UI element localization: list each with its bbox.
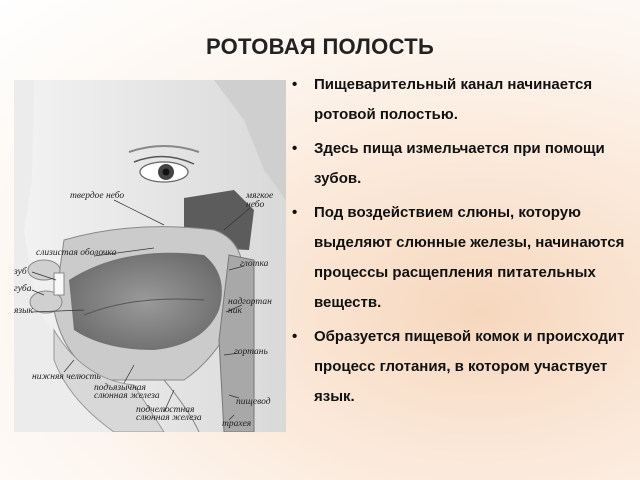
label-submandibular-2: слюнная железа <box>136 413 202 423</box>
bullet-dot-icon: • <box>292 76 298 93</box>
label-lower-jaw: нижняя челюсть <box>32 372 101 382</box>
label-epiglottis-1: надгортан <box>228 297 272 307</box>
bullet-text: Здесь пища измельчается при помощи зубов. <box>314 140 605 187</box>
label-soft-palate-2: небо <box>246 200 265 210</box>
label-lip: губа <box>14 284 32 294</box>
bullet-dot-icon: • <box>292 140 298 157</box>
bullet-dot-icon: • <box>292 328 298 345</box>
bullet-text: Под воздействием слюны, которую выделяют слюнные железы, начинаются процессы расщепления питательных веществ. <box>314 204 625 311</box>
label-epiglottis-2: ник <box>228 306 242 316</box>
slide-title: РОТОВАЯ ПОЛОСТЬ <box>205 34 435 59</box>
label-pharynx: глотка <box>240 259 269 269</box>
label-mucosa: слизистая оболочка <box>36 248 117 258</box>
label-sublingual-2: слюнная железа <box>94 391 160 401</box>
label-teeth: зуб <box>14 267 27 277</box>
bullet-item <box>290 134 632 194</box>
bullet-text: Образуется пищевой комок и происходит процесс глотания, в котором участвует язык. <box>314 328 625 405</box>
label-soft-palate-1: мягкое <box>246 191 274 201</box>
label-submandibular-1: подчелюстная <box>136 405 195 415</box>
bullet-item <box>290 322 632 412</box>
label-tongue: язык <box>14 306 33 316</box>
label-larynx: гортань <box>234 347 268 357</box>
label-hard-palate: твердое небо <box>70 191 125 201</box>
bullet-list <box>290 70 632 416</box>
label-sublingual-1: подъязычная <box>94 383 146 393</box>
bullet-item <box>290 70 632 130</box>
tooth <box>54 273 64 295</box>
label-trachea: трахея <box>222 419 252 429</box>
bullet-text: Пищеварительный канал начинается ротовой полостью. <box>314 76 593 123</box>
mouth-anatomy-illustration <box>14 80 286 432</box>
bullet-item <box>290 198 632 318</box>
bullet-dot-icon: • <box>292 204 298 221</box>
label-esophagus: пищевод <box>236 397 271 407</box>
